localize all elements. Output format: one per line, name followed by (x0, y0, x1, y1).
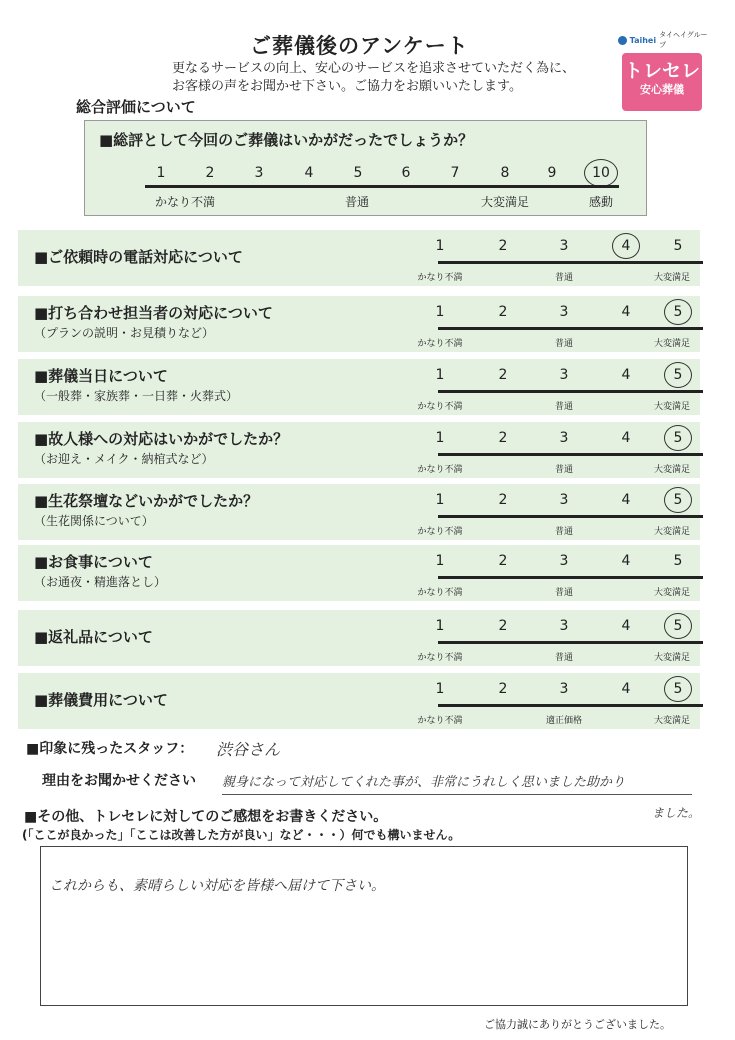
rating-scale-number[interactable]: 3 (559, 367, 569, 383)
rating-item-label: ■お食事について (34, 553, 153, 571)
rating-scale-number[interactable]: 2 (498, 681, 508, 697)
rating-scale-number[interactable]: 5 (673, 492, 683, 508)
rating-scale-label: 大変満足 (653, 402, 691, 412)
rating-scale-label: 適正価格 (545, 716, 583, 726)
rating-scale-number[interactable]: 5 (673, 430, 683, 446)
rating-scale-label: かなり不満 (417, 588, 463, 598)
rating-scale-label: 普通 (554, 402, 574, 412)
rating-scale-label: かなり不満 (417, 339, 463, 349)
impressions-box[interactable] (40, 846, 688, 1006)
overall-heading: 総合評価について (76, 98, 196, 116)
rating-scale-number[interactable]: 4 (621, 681, 631, 697)
rating-scale-number[interactable]: 2 (498, 553, 508, 569)
rating-scale-line (438, 515, 703, 518)
rating-scale-line (438, 453, 703, 456)
rating-item-sub: （お迎え・メイク・納棺式など） (34, 452, 214, 466)
rating-scale-number[interactable]: 1 (435, 367, 445, 383)
rating-scale-label: 普通 (554, 527, 574, 537)
rating-scale-line (438, 641, 703, 644)
rating-selected-circle (664, 613, 692, 639)
taihei-logo-icon (618, 36, 627, 45)
thanks-text: ご協力誠にありがとうございました。 (484, 1018, 671, 1031)
brand-group-label: Taihei (629, 35, 657, 45)
rating-scale-number[interactable]: 5 (673, 618, 683, 634)
rating-selected-circle (664, 676, 692, 702)
rating-scale-number[interactable]: 4 (621, 430, 631, 446)
rating-scale-number[interactable]: 1 (435, 238, 445, 254)
rating-scale-label: 大変満足 (653, 339, 691, 349)
overall-question: ■総評として今回のご葬儀はいかがだったでしょうか？ (99, 131, 474, 149)
rating-selected-circle (664, 362, 692, 388)
rating-scale-label: 大変満足 (653, 465, 691, 475)
rating-scale-line (438, 576, 703, 579)
overall-label-mid: 普通 (344, 195, 370, 209)
overall-scale-number[interactable]: 7 (450, 165, 460, 181)
rating-item-sub: （生花関係について） (34, 514, 154, 528)
rating-item (18, 484, 700, 540)
intro-text (172, 60, 575, 96)
overall-scale-number[interactable]: 5 (353, 165, 363, 181)
rating-scale-label: 普通 (554, 339, 574, 349)
rating-scale-line (438, 261, 703, 264)
rating-scale-label: 大変満足 (653, 527, 691, 537)
rating-scale-number[interactable]: 1 (435, 553, 445, 569)
reason-answer-cont: ました。 (652, 806, 701, 820)
rating-item (18, 296, 700, 352)
rating-scale-label: かなり不満 (417, 402, 463, 412)
impressions-answer: これからも、素晴らしい対応を皆様へ届けて下さい。 (49, 878, 385, 894)
reason-underline (222, 794, 692, 795)
rating-scale-number[interactable]: 5 (673, 681, 683, 697)
overall-scale-number[interactable]: 6 (401, 165, 411, 181)
rating-scale-number[interactable]: 3 (559, 618, 569, 634)
rating-scale-number[interactable]: 2 (498, 238, 508, 254)
rating-scale-line (438, 390, 703, 393)
rating-scale-label: 普通 (554, 465, 574, 475)
overall-scale-number[interactable]: 10 (592, 165, 610, 181)
reason-answer[interactable]: 親身になって対応してくれた事が、非常にうれしく思いました助かり (222, 775, 626, 790)
rating-scale-number[interactable]: 3 (559, 681, 569, 697)
rating-scale-label: かなり不満 (417, 527, 463, 537)
rating-scale-number[interactable]: 3 (559, 492, 569, 508)
rating-scale-label: 大変満足 (653, 653, 691, 663)
rating-scale-label: 大変満足 (653, 588, 691, 598)
rating-scale-number[interactable]: 2 (498, 367, 508, 383)
rating-scale-number[interactable]: 5 (673, 367, 683, 383)
rating-item-label: ■返礼品について (34, 628, 153, 646)
rating-item (18, 545, 700, 601)
page-title: ご葬儀後のアンケート (250, 34, 469, 58)
rating-scale-number[interactable]: 1 (435, 430, 445, 446)
rating-selected-circle (664, 487, 692, 513)
rating-scale-label: かなり不満 (417, 716, 463, 726)
rating-scale-line (438, 327, 703, 330)
brand-box (622, 53, 702, 111)
overall-scale-number[interactable]: 4 (304, 165, 314, 181)
rating-scale-label: 大変満足 (653, 716, 691, 726)
overall-scale-number[interactable]: 9 (547, 165, 557, 181)
rating-item-label: ■葬儀当日について (34, 367, 168, 385)
rating-scale-number[interactable]: 4 (621, 492, 631, 508)
rating-scale-number[interactable]: 5 (673, 304, 683, 320)
overall-box (84, 120, 647, 216)
brand-name: トレセレ (623, 60, 700, 82)
overall-label-high: 大変満足 (480, 195, 530, 209)
rating-item (18, 359, 700, 415)
impressions-sub: (「ここが良かった」「ここは改善した方が良い」など・・・）何でも構いません。 (22, 828, 461, 842)
rating-scale-label: 大変満足 (653, 273, 691, 283)
rating-selected-circle (612, 233, 640, 259)
rating-scale-number[interactable]: 3 (559, 304, 569, 320)
reason-question: 理由をお聞かせください (42, 773, 196, 789)
overall-scale-line (145, 185, 619, 188)
rating-scale-number[interactable]: 4 (621, 553, 631, 569)
rating-scale-number[interactable]: 4 (621, 367, 631, 383)
rating-scale-label: かなり不満 (417, 465, 463, 475)
brand-group-sub: タイヘイグループ (659, 31, 708, 49)
rating-selected-circle (664, 299, 692, 325)
rating-item-label: ■ご依頼時の電話対応について (34, 248, 243, 266)
overall-label-low: かなり不満 (154, 195, 216, 209)
rating-item-label: ■生花祭壇などいかがでしたか？ (34, 492, 259, 510)
rating-scale-number[interactable]: 2 (498, 304, 508, 320)
rating-scale-number[interactable]: 4 (621, 618, 631, 634)
rating-scale-number[interactable]: 1 (435, 618, 445, 634)
rating-scale-number[interactable]: 5 (673, 238, 683, 254)
rating-scale-label: 普通 (554, 653, 574, 663)
rating-item-sub: （一般葬・家族葬・一日葬・火葬式） (34, 389, 239, 403)
staff-question: ■印象に残ったスタッフ： (26, 741, 194, 757)
rating-scale-number[interactable]: 4 (621, 238, 631, 254)
rating-scale-line (438, 704, 703, 707)
overall-scale-number[interactable]: 1 (156, 165, 166, 181)
rating-item-label: ■打ち合わせ担当者の対応について (34, 304, 273, 322)
brand-logo (618, 30, 712, 111)
brand-sub: 安心葬儀 (640, 83, 684, 96)
rating-scale-number[interactable]: 2 (498, 618, 508, 634)
rating-scale-number[interactable]: 1 (435, 492, 445, 508)
rating-scale-number[interactable]: 1 (435, 681, 445, 697)
rating-item-sub: （お通夜・精進落とし） (34, 575, 167, 589)
overall-label-top: 感動 (588, 195, 614, 209)
rating-scale-number[interactable]: 2 (498, 492, 508, 508)
impressions-question: ■その他、トレセレに対してのご感想をお書きください。 (24, 809, 388, 825)
rating-scale-number[interactable]: 3 (559, 553, 569, 569)
rating-scale-label: 普通 (554, 273, 574, 283)
overall-selected-circle (584, 159, 618, 187)
rating-item-label: ■葬儀費用について (34, 691, 168, 709)
rating-scale-number[interactable]: 5 (673, 553, 683, 569)
rating-scale-number[interactable]: 4 (621, 304, 631, 320)
overall-scale-number[interactable]: 2 (205, 165, 215, 181)
rating-item-label: ■故人様への対応はいかがでしたか？ (34, 430, 289, 448)
rating-scale-label: 普通 (554, 588, 574, 598)
rating-item (18, 673, 700, 729)
rating-item (18, 230, 700, 286)
intro-line-1: 更なるサービスの向上、安心のサービスを追求させていただく為に、 (172, 61, 576, 76)
rating-scale-number[interactable]: 3 (559, 238, 569, 254)
rating-scale-label: かなり不満 (417, 653, 463, 663)
brand-group (618, 30, 712, 50)
overall-scale-number[interactable]: 3 (254, 165, 264, 181)
intro-line-2: お客様の声をお聞かせ下さい。ご協力をお願いいたします。 (172, 79, 522, 94)
rating-item (18, 610, 700, 666)
overall-scale-number[interactable]: 8 (500, 165, 510, 181)
rating-scale-number[interactable]: 1 (435, 304, 445, 320)
rating-scale-number[interactable]: 3 (559, 430, 569, 446)
rating-item-sub: （プランの説明・お見積りなど） (34, 326, 215, 340)
rating-item (18, 422, 700, 478)
staff-answer[interactable]: 渋谷さん (216, 740, 281, 759)
rating-scale-number[interactable]: 2 (498, 430, 508, 446)
rating-selected-circle (664, 425, 692, 451)
rating-scale-label: かなり不満 (417, 273, 463, 283)
